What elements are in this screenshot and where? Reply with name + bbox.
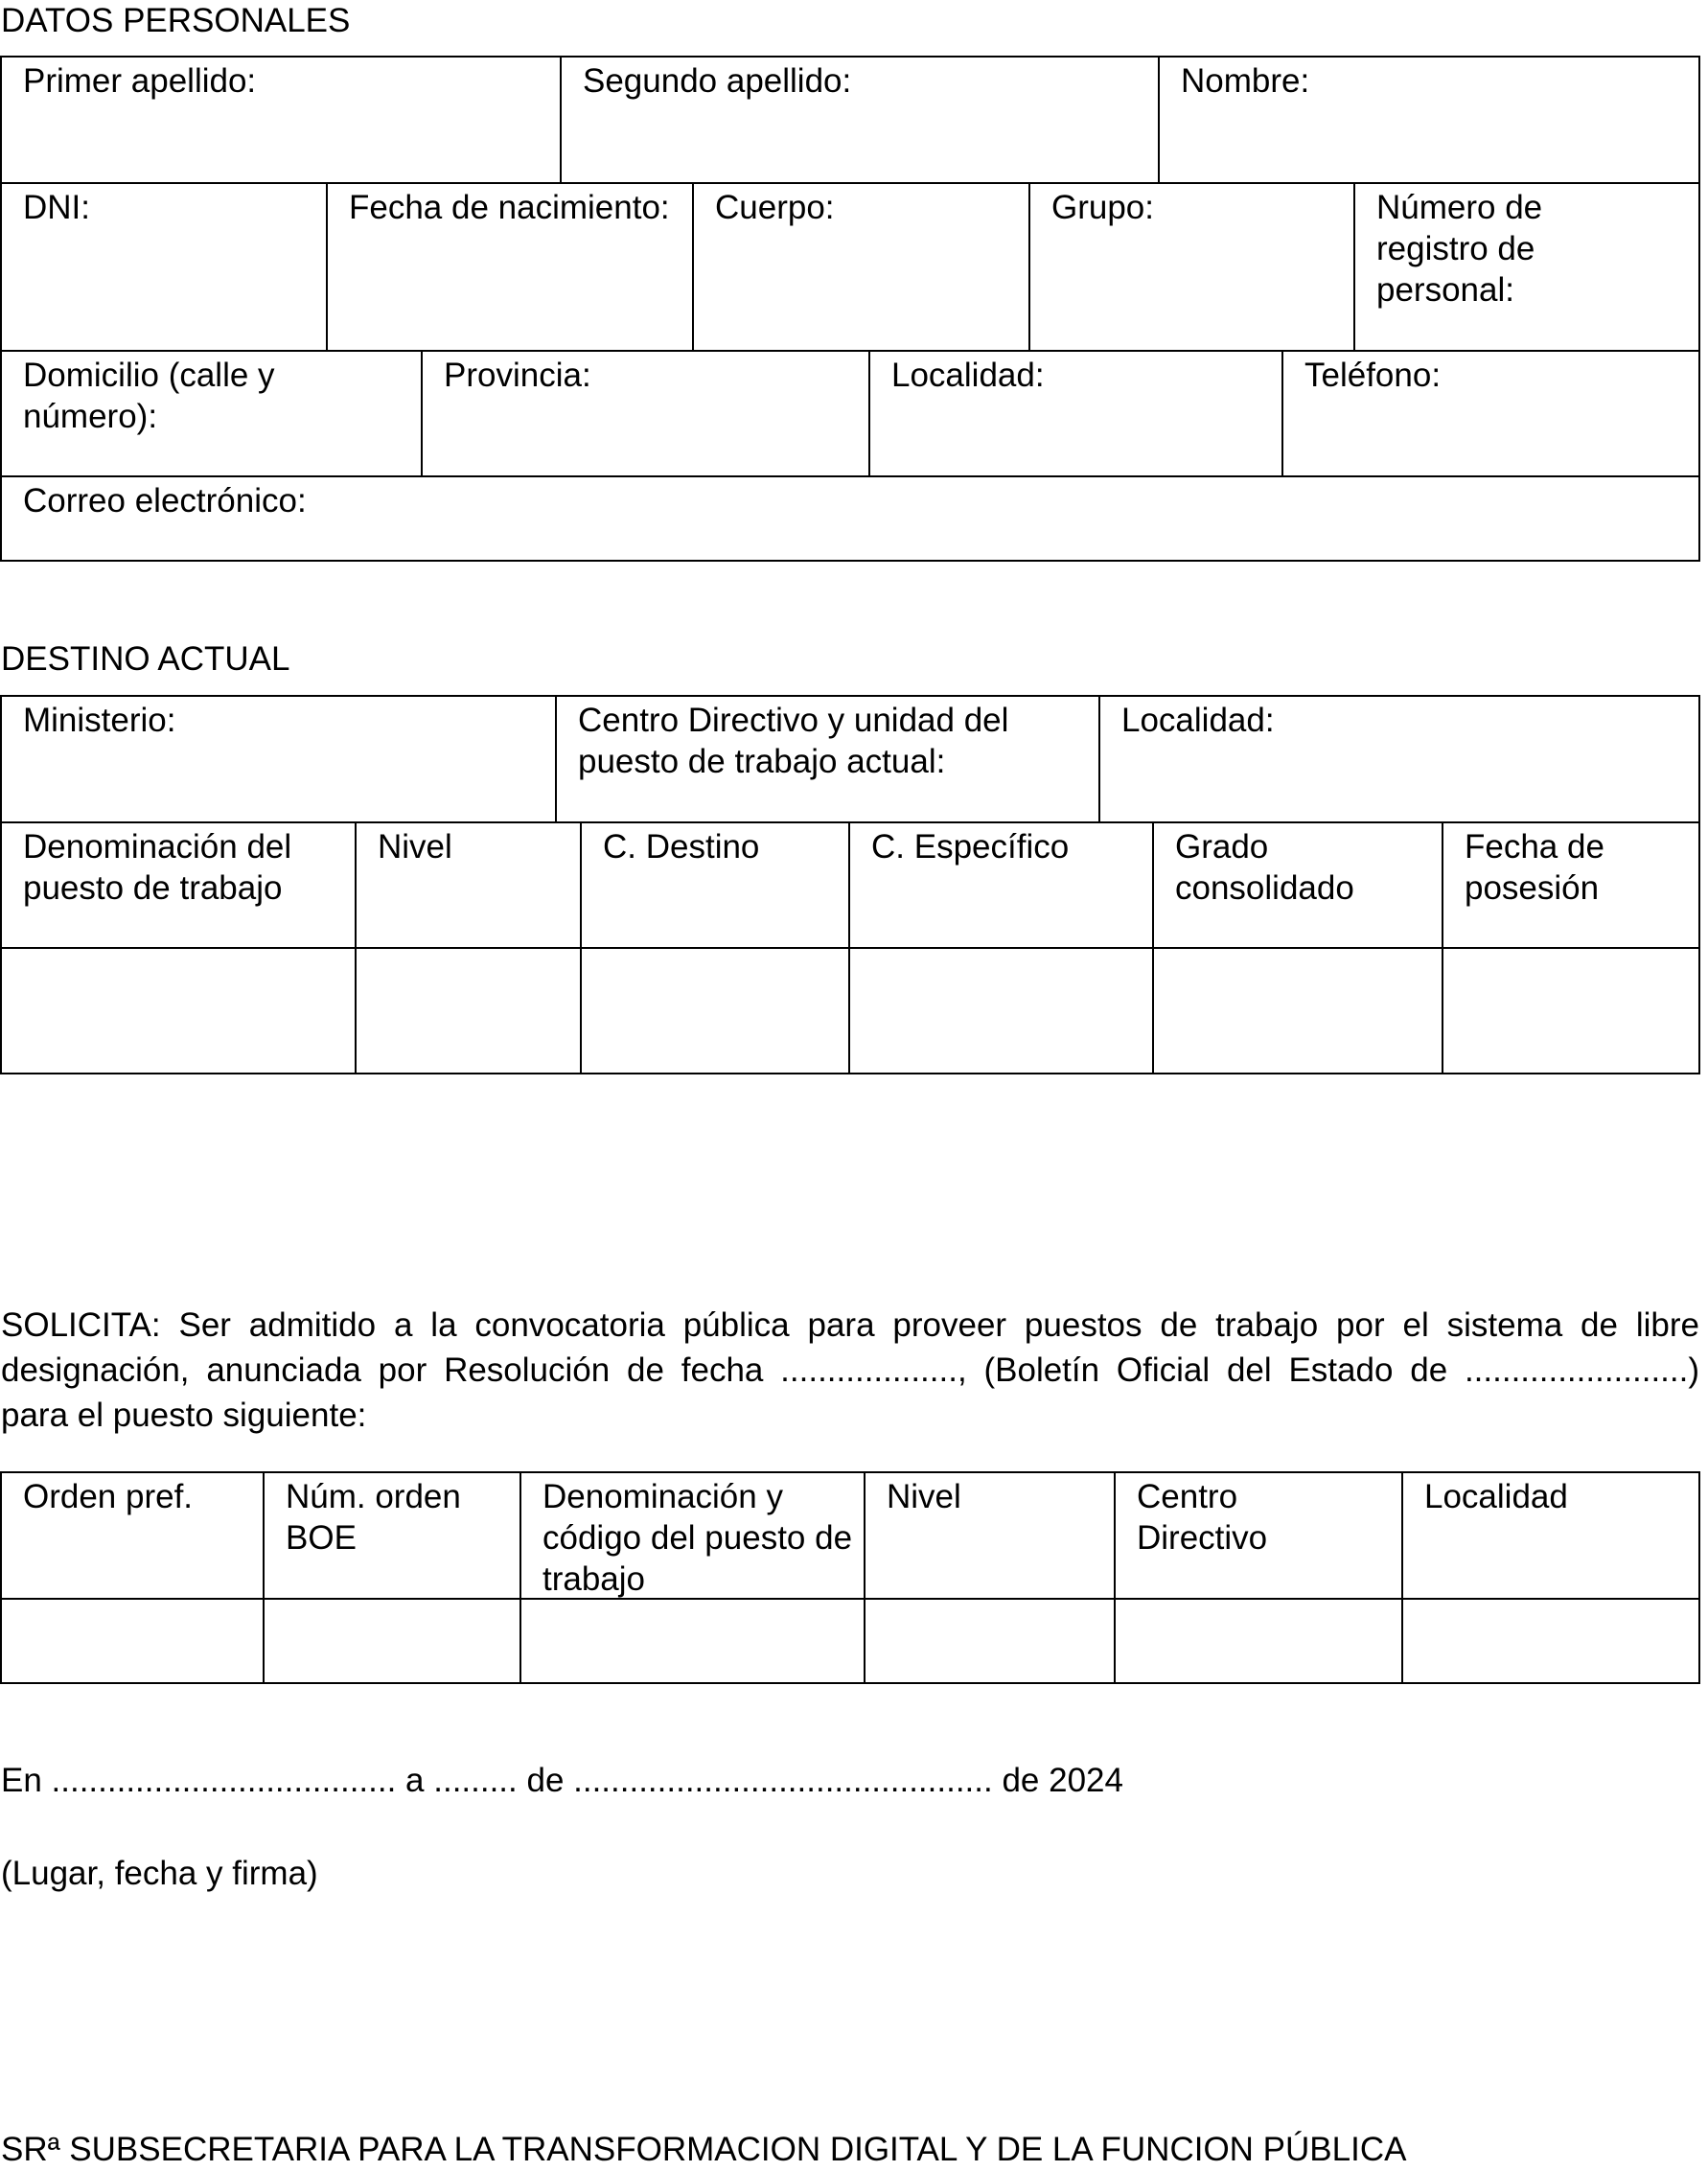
localidad-field[interactable]: Localidad: xyxy=(891,357,1045,394)
solicita-line-3: para el puesto siguiente: xyxy=(1,1397,367,1434)
centro-directivo-actual-field[interactable]: Centro Directivo y unidad del puesto de trabajo actual: xyxy=(578,702,1009,780)
destino-actual-table xyxy=(0,695,1700,1074)
puestos-table xyxy=(0,1471,1700,1684)
destinatario: SRª SUBSECRETARIA PARA LA TRANSFORMACION DIGITAL Y DE LA FUNCION PÚBLICA xyxy=(1,2131,1407,2168)
solicita-line-2: designación, anunciada por Resolución de fecha ..................., (Boletín Oficial del Estado de ........................) xyxy=(1,1351,1699,1389)
provincia-field[interactable]: Provincia: xyxy=(444,357,591,394)
numero-registro-field[interactable]: Número de registro de personal: xyxy=(1376,189,1543,309)
num-orden-boe-header: Núm. orden BOE xyxy=(286,1478,461,1557)
solicita-line-1: SOLICITA: Ser admitido a la convocatoria pública para proveer puestos de trabajo por el sistema de libre xyxy=(1,1306,1699,1344)
grupo-field[interactable]: Grupo: xyxy=(1051,189,1154,226)
fecha-posesion-input[interactable] xyxy=(1443,949,1698,1073)
nivel-puesto-header: Nivel xyxy=(887,1478,961,1515)
nivel-puesto-input[interactable] xyxy=(866,1600,1112,1682)
nivel-header: Nivel xyxy=(378,828,452,866)
destino-actual-title: DESTINO ACTUAL xyxy=(1,640,290,678)
nombre-field[interactable]: Nombre: xyxy=(1181,62,1310,100)
datos-personales-table xyxy=(0,56,1700,562)
localidad-puesto-header: Localidad xyxy=(1424,1478,1568,1515)
correo-electronico-field[interactable]: Correo electrónico: xyxy=(23,482,307,520)
fecha-linea: En ..................................... a ......... de ............................................. de 2024 xyxy=(1,1762,1123,1799)
denominacion-puesto-input[interactable] xyxy=(2,949,353,1073)
ministerio-field[interactable]: Ministerio: xyxy=(23,702,176,739)
nivel-input[interactable] xyxy=(357,949,578,1073)
domicilio-field[interactable]: Domicilio (calle y número): xyxy=(23,357,275,435)
firma-nota: (Lugar, fecha y firma) xyxy=(1,1855,318,1892)
fecha-nacimiento-field[interactable]: Fecha de nacimiento: xyxy=(349,189,670,226)
telefono-field[interactable]: Teléfono: xyxy=(1304,357,1442,394)
centro-directivo-input[interactable] xyxy=(1116,1600,1399,1682)
solicita-paragraph xyxy=(1,1303,1699,1438)
datos-personales-title: DATOS PERSONALES xyxy=(1,2,351,39)
denominacion-codigo-input[interactable] xyxy=(521,1600,862,1682)
segundo-apellido-field[interactable]: Segundo apellido: xyxy=(583,62,852,100)
primer-apellido-field[interactable]: Primer apellido: xyxy=(23,62,257,100)
grado-consolidado-header: Grado consolidado xyxy=(1175,828,1354,907)
localidad-destino-field[interactable]: Localidad: xyxy=(1121,702,1275,739)
orden-pref-input[interactable] xyxy=(2,1600,261,1682)
c-especifico-header: C. Específico xyxy=(871,828,1070,866)
denominacion-codigo-header: Denominación y código del puesto de trabajo xyxy=(542,1478,853,1598)
orden-pref-header: Orden pref. xyxy=(23,1478,194,1515)
fecha-posesion-header: Fecha de posesión xyxy=(1465,828,1604,907)
dni-field[interactable]: DNI: xyxy=(23,189,90,226)
grado-consolidado-input[interactable] xyxy=(1154,949,1440,1073)
num-orden-boe-input[interactable] xyxy=(265,1600,518,1682)
c-destino-input[interactable] xyxy=(582,949,846,1073)
c-especifico-input[interactable] xyxy=(850,949,1150,1073)
centro-directivo-header: Centro Directivo xyxy=(1137,1478,1268,1557)
c-destino-header: C. Destino xyxy=(603,828,760,866)
denominacion-puesto-header: Denominación del puesto de trabajo xyxy=(23,828,292,907)
localidad-puesto-input[interactable] xyxy=(1403,1600,1698,1682)
cuerpo-field[interactable]: Cuerpo: xyxy=(715,189,835,226)
